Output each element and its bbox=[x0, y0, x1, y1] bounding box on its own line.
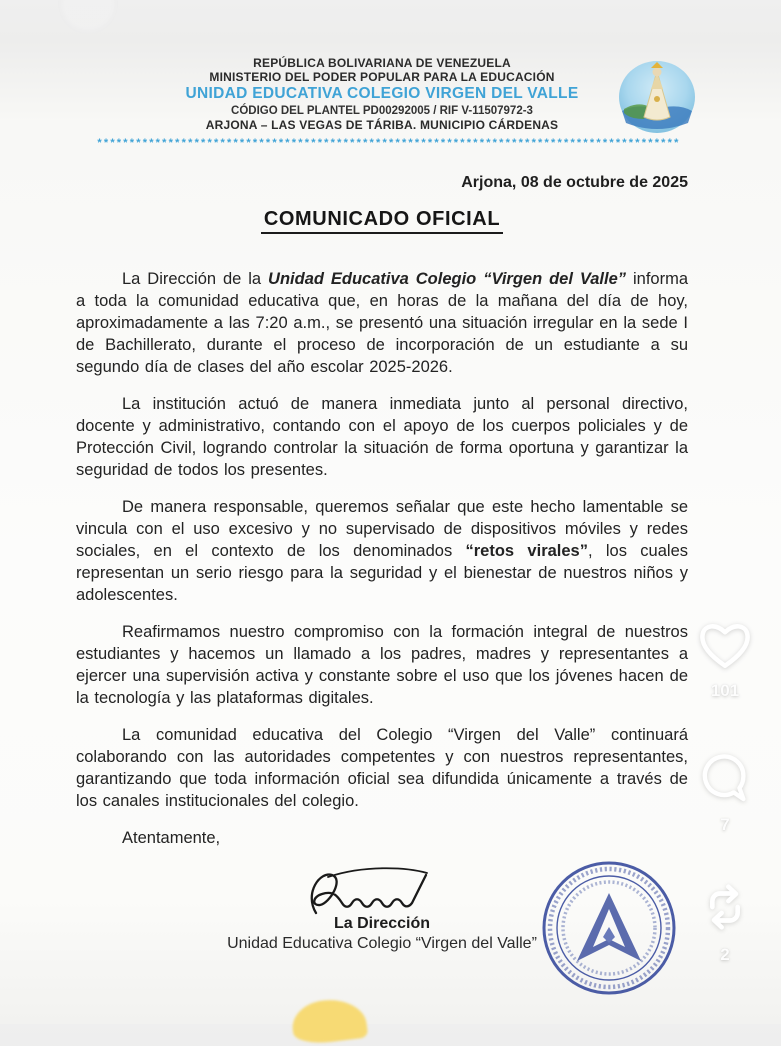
letterhead-school-name: UNIDAD EDUCATIVA COLEGIO VIRGEN DEL VALLE bbox=[185, 85, 579, 103]
letterhead bbox=[76, 56, 688, 150]
comment-icon bbox=[697, 750, 753, 806]
school-name-emphasis: Unidad Educativa Colegio “Virgen del Valle” bbox=[268, 270, 627, 289]
paragraph-3: De manera responsable, queremos señalar que este hecho lamentable se vincula con el uso excesivo y no supervisado de dispositivos móviles y redes sociales, en el contexto de los denominados “retos virales”, los cuales representan un serio riesgo para la seguridad y el bienestar de nuestros niños y adolescentes. bbox=[76, 498, 688, 605]
signature-block bbox=[76, 863, 688, 1003]
school-stamp bbox=[538, 857, 680, 999]
like-button[interactable] bbox=[690, 616, 760, 701]
date-line: Arjona, 08 de octubre de 2025 bbox=[461, 174, 688, 192]
letterhead-code-line: CÓDIGO DEL PLANTEL PD00292005 / RIF V-11507972-3 bbox=[231, 104, 533, 117]
comment-count: 7 bbox=[720, 815, 730, 834]
heart-icon bbox=[696, 616, 754, 672]
school-logo bbox=[616, 59, 698, 135]
document-title: COMUNICADO OFICIAL bbox=[261, 208, 503, 234]
comment-button[interactable] bbox=[690, 750, 760, 835]
closing-line: Atentamente, bbox=[122, 829, 221, 848]
letter-body bbox=[76, 268, 688, 849]
letterhead-republic-line: REPÚBLICA BOLIVARIANA DE VENEZUELA bbox=[253, 56, 511, 70]
retos-virales-bold: “retos virales” bbox=[465, 542, 588, 561]
signature-organization: Unidad Educativa Colegio “Virgen del Valle” bbox=[227, 935, 537, 953]
letterhead-ministry-line: MINISTERIO DEL PODER POPULAR PARA LA EDUCACIÓN bbox=[209, 70, 555, 85]
letterhead-location-line: ARJONA – LAS VEGAS DE TÁRIBA. MUNICIPIO CÁRDENAS bbox=[205, 118, 559, 133]
paragraph-1: La Dirección de la Unidad Educativa Colegio “Virgen del Valle” informa a toda la comunidad educativa que, en horas de la mañana del día de hoy, aproximadamente a las 7:20 a.m., se presentó una situación irregular en la sede I de Bachillerato, durante el proceso de incorporación de un estudiante a su segundo día de clases del año escolar 2025-2026. bbox=[76, 270, 688, 377]
repost-button[interactable] bbox=[690, 878, 760, 965]
repost-icon bbox=[698, 878, 752, 936]
signature-title: La Dirección bbox=[333, 915, 431, 933]
faded-circle-decoration bbox=[58, 0, 118, 34]
paragraph-5: La comunidad educativa del Colegio “Virgen del Valle” continuará colaborando con las autoridades competentes y con nuestros representantes, garantizando que toda información oficial sea difundida únicamente a través de los canales institucionales del colegio. bbox=[76, 726, 688, 811]
official-letter-document bbox=[76, 56, 688, 1003]
like-count: 101 bbox=[710, 681, 740, 700]
paragraph-4: Reafirmamos nuestro compromiso con la formación integral de nuestros estudiantes y hacemos un llamado a los padres, madres y representantes a ejercer una supervisión activa y constante sobre el uso que los jóvenes hacen de la tecnología y las plataformas digitales. bbox=[76, 623, 688, 708]
paragraph-2: La institución actuó de manera inmediata junto al personal directivo, docente y administrativo, contando con el apoyo de los cuerpos policiales y de Protección Civil, logrando controlar la situación de forma oportuna y garantizar la seguridad de todos los presentes. bbox=[76, 395, 688, 480]
letterhead-separator: ****************************************************************************************** bbox=[97, 137, 681, 150]
repost-count: 2 bbox=[720, 945, 730, 964]
